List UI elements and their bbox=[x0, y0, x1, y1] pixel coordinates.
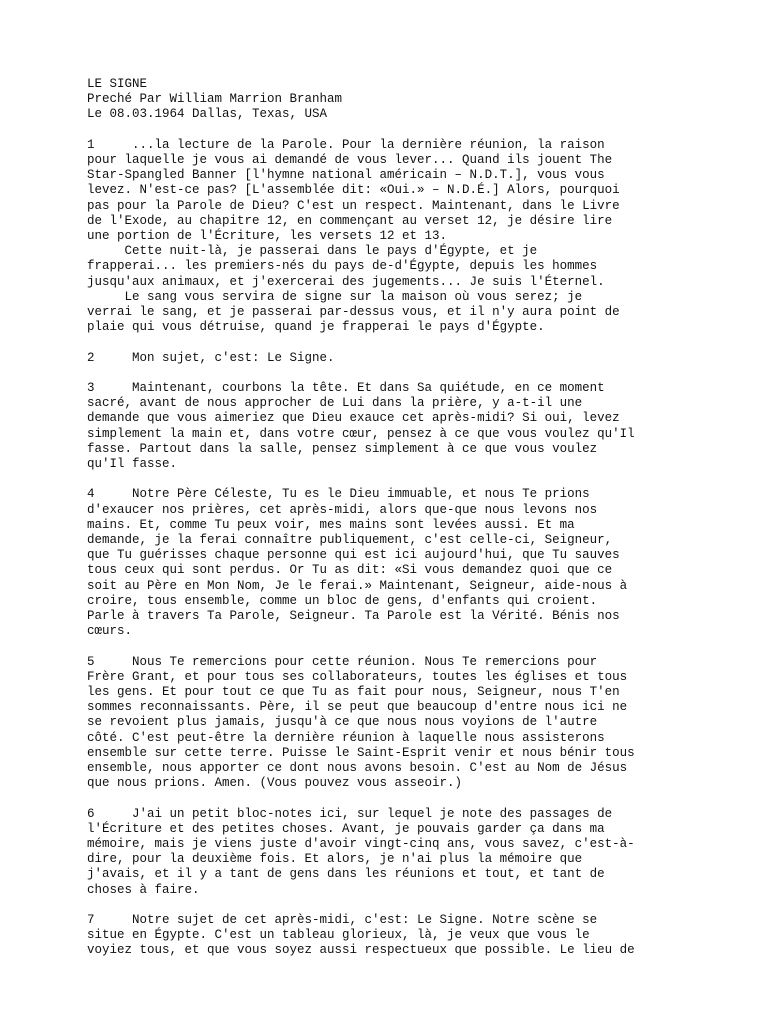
paragraph-line: 5 Nous Te remercions pour cette réunion. Nous Te remercions pour bbox=[87, 654, 598, 669]
paragraph-line: j'avais, et il y a tant de gens dans les réunions et tout, et tant de bbox=[87, 867, 605, 882]
paragraph-line: ensemble sur cette terre. Puisse le Saint-Esprit venir et nous bénir tous bbox=[87, 745, 635, 760]
paragraph bbox=[87, 807, 687, 898]
paragraph-line: sacré, avant de nous approcher de Lui dans la prière, y a-t-il une bbox=[87, 396, 583, 411]
document-title: LE SIGNE bbox=[87, 77, 148, 91]
paragraph-line: sommes reconnaissants. Père, il se peut que beaucoup d'entre nous ici ne bbox=[87, 700, 628, 715]
paragraph-line: 4 Notre Père Céleste, Tu es le Dieu immuable, et nous Te prions bbox=[87, 487, 590, 502]
paragraph-line: fasse. Partout dans la salle, pensez simplement à ce que vous voulez bbox=[87, 441, 598, 456]
paragraph-line: situe en Égypte. C'est un tableau glorieux, là, je veux que vous le bbox=[87, 928, 590, 943]
paragraph-line: se revoient plus jamais, jusqu'à ce que nous nous voyions de l'autre bbox=[87, 715, 598, 730]
paragraph-line: 3 Maintenant, courbons la tête. Et dans Sa quiétude, en ce moment bbox=[87, 381, 605, 396]
paragraph-line: choses à faire. bbox=[87, 882, 200, 897]
paragraph-line: soit au Père en Mon Nom, Je le ferai.» Maintenant, Seigneur, aide-nous à bbox=[87, 578, 628, 593]
paragraph-line: que Tu guérisses chaque personne qui est ici aujourd'hui, que Tu sauves bbox=[87, 548, 620, 563]
paragraph-line: côté. C'est peut-être la dernière réunion à laquelle nous assisterons bbox=[87, 730, 605, 745]
paragraph bbox=[87, 913, 687, 959]
document-body bbox=[87, 138, 687, 959]
paragraph-line: Star-Spangled Banner [l'hymne national américain – N.D.T.], vous vous bbox=[87, 168, 605, 183]
paragraph-line: croire, tous ensemble, comme un bloc de gens, d'enfants qui croient. bbox=[87, 593, 598, 608]
paragraph-line: verrai le sang, et je passerai par-dessus vous, et il n'y aura point de bbox=[87, 305, 620, 320]
document-header bbox=[87, 77, 687, 123]
paragraph bbox=[87, 138, 687, 336]
paragraph-line: les gens. Et pour tout ce que Tu as fait pour nous, Seigneur, nous T'en bbox=[87, 685, 620, 700]
document-page bbox=[87, 77, 687, 974]
paragraph-line: d'exaucer nos prières, cet après-midi, alors que-que nous levons nos bbox=[87, 502, 598, 517]
paragraph-line: mémoire, mais je viens juste d'avoir vingt-cinq ans, vous savez, c'est-à- bbox=[87, 837, 635, 852]
paragraph bbox=[87, 487, 687, 639]
paragraph-line: demande, je la ferai connaître publiquement, c'est celle-ci, Seigneur, bbox=[87, 533, 613, 548]
paragraph-line: 1 ...la lecture de la Parole. Pour la dernière réunion, la raison bbox=[87, 137, 605, 152]
paragraph-line: que nous prions. Amen. (Vous pouvez vous asseoir.) bbox=[87, 776, 463, 791]
paragraph-line: voyiez tous, et que vous soyez aussi respectueux que possible. Le lieu de bbox=[87, 943, 635, 958]
paragraph bbox=[87, 381, 687, 472]
paragraph-line: qu'Il fasse. bbox=[87, 457, 178, 472]
document-preacher: Preché Par William Marrion Branham bbox=[87, 92, 343, 107]
paragraph-line: ensemble, nous apporter ce dont nous avons besoin. C'est au Nom de Jésus bbox=[87, 761, 628, 776]
paragraph-line: l'Écriture et des petites choses. Avant, je pouvais garder ça dans ma bbox=[87, 821, 605, 836]
paragraph-line: levez. N'est-ce pas? [L'assemblée dit: «Oui.» – N.D.É.] Alors, pourquoi bbox=[87, 183, 620, 198]
paragraph-line: cœurs. bbox=[87, 624, 133, 639]
paragraph-line: demande que vous aimeriez que Dieu exauce cet après-midi? Si oui, levez bbox=[87, 411, 620, 426]
paragraph-line: pas pour la Parole de Dieu? C'est un respect. Maintenant, dans le Livre bbox=[87, 198, 620, 213]
paragraph-line: Parle à travers Ta Parole, Seigneur. Ta Parole est la Vérité. Bénis nos bbox=[87, 609, 620, 624]
paragraph bbox=[87, 351, 687, 366]
paragraph-line: simplement la main et, dans votre cœur, pensez à ce que vous voulez qu'Il bbox=[87, 426, 635, 441]
paragraph-line: pour laquelle je vous ai demandé de vous lever... Quand ils jouent The bbox=[87, 153, 613, 167]
paragraph-line: une portion de l'Écriture, les versets 12 et 13. bbox=[87, 229, 448, 244]
paragraph-line: plaie qui vous détruise, quand je frapperai le pays d'Égypte. bbox=[87, 320, 545, 335]
paragraph-line: Le sang vous servira de signe sur la maison où vous serez; je bbox=[87, 289, 583, 304]
document-date-place: Le 08.03.1964 Dallas, Texas, USA bbox=[87, 107, 328, 122]
paragraph-line: frapperai... les premiers-nés du pays de-d'Égypte, depuis les hommes bbox=[87, 259, 598, 274]
paragraph-line: dire, pour la deuxième fois. Et alors, je n'ai plus la mémoire que bbox=[87, 852, 583, 867]
paragraph-line: 6 J'ai un petit bloc-notes ici, sur lequel je note des passages de bbox=[87, 806, 613, 821]
paragraph-line: jusqu'aux animaux, et j'exercerai des jugements... Je suis l'Éternel. bbox=[87, 274, 605, 289]
paragraph-line: Frère Grant, et pour tous ses collaborateurs, toutes les églises et tous bbox=[87, 669, 628, 684]
paragraph bbox=[87, 655, 687, 792]
paragraph-line: Cette nuit-là, je passerai dans le pays d'Égypte, et je bbox=[87, 244, 538, 259]
paragraph-line: 2 Mon sujet, c'est: Le Signe. bbox=[87, 350, 335, 365]
paragraph-line: de l'Exode, au chapitre 12, en commençant au verset 12, je désire lire bbox=[87, 213, 613, 228]
paragraph-line: tous ceux qui sont perdus. Or Tu as dit: «Si vous demandez quoi que ce bbox=[87, 563, 613, 578]
paragraph-line: mains. Et, comme Tu peux voir, mes mains sont levées aussi. Et ma bbox=[87, 517, 575, 532]
paragraph-line: 7 Notre sujet de cet après-midi, c'est: Le Signe. Notre scène se bbox=[87, 913, 598, 928]
